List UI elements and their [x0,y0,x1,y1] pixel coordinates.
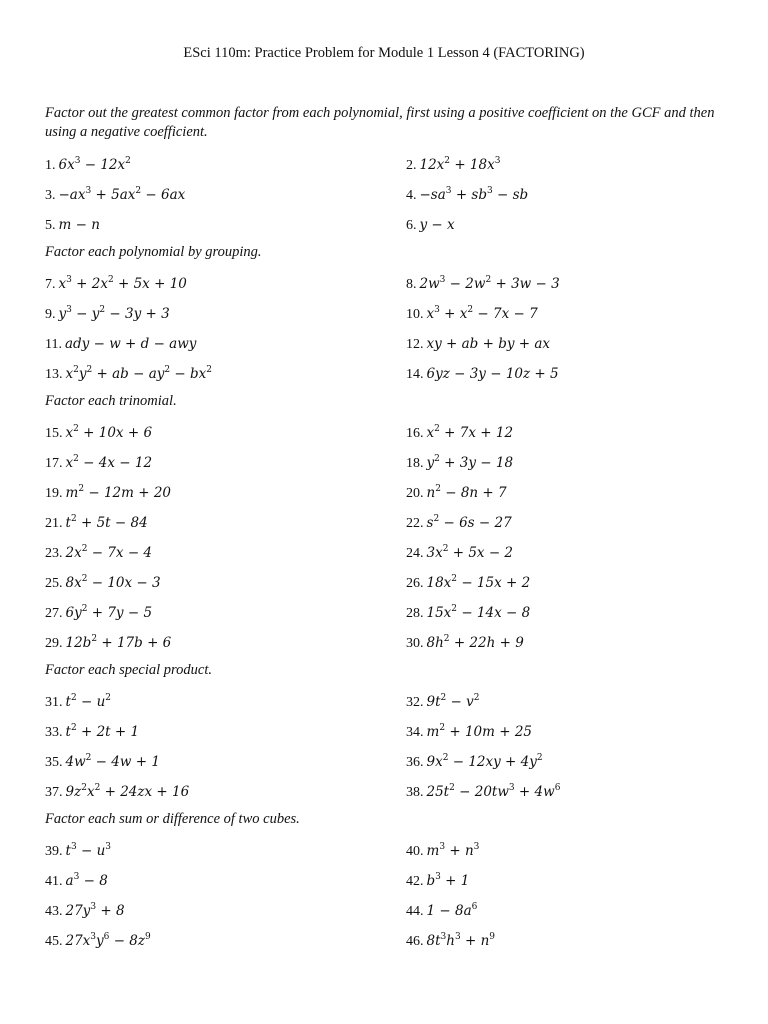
problem-expression: $m^2 - 12m + 20$ [65,483,171,501]
problem-expression: $2w^3 - 2w^2 + 3w - 3$ [419,274,560,292]
problem-number: 19. [45,485,63,501]
problem-number: 44. [406,903,424,919]
problem-number: 34. [406,724,424,740]
problem-item [45,276,406,293]
problem-number: 12. [406,336,424,352]
problem-number: 6. [406,217,417,233]
problem-row [45,628,725,658]
problem-row [45,299,725,329]
problem-number: 37. [45,784,63,800]
problem-item [45,425,406,442]
problem-expression: $3x^2 + 5x - 2$ [426,543,514,561]
problem-number: 4. [406,187,417,203]
problem-item [45,754,406,771]
problem-row [45,568,725,598]
problem-item [406,366,559,383]
problem-number: 17. [45,455,63,471]
page-title: ESci 110m: Practice Problem for Module 1 Lesson 4 (FACTORING) [183,45,585,61]
problem-item [45,217,406,234]
problem-expression: y − x [419,216,455,233]
problem-item [406,425,513,442]
problem-row [45,418,725,448]
problem-row [45,687,725,717]
problem-expression: $12x^2 + 18x^3$ [419,155,501,173]
problem-item [45,784,406,801]
problem-number: 10. [406,306,424,322]
problem-row [45,717,725,747]
section-heading: Factor each trinomial. [45,393,177,409]
problem-expression: $x^3 + x^2 - 7x - 7$ [426,304,538,322]
problem-number: 42. [406,873,424,889]
problem-item [45,455,406,472]
problem-item [406,217,455,234]
problem-item [45,306,406,323]
problem-item [406,575,530,592]
problem-number: 41. [45,873,63,889]
problem-expression: $9z^2x^2 + 24zx + 16$ [65,782,190,800]
problem-expression: $27x^3y^6 - 8z^9$ [65,931,151,949]
problem-row [45,836,725,866]
problem-number: 9. [45,306,56,322]
problem-expression: $25t^2 - 20tw^3 + 4w^6$ [426,782,561,800]
problem-expression: ady − w + d − awy [64,335,197,352]
section-heading: Factor each sum or difference of two cubes. [45,811,300,827]
problem-item [45,903,406,920]
problem-item [45,157,406,174]
problem-number: 43. [45,903,63,919]
problem-number: 5. [45,217,56,233]
problem-row [45,329,725,359]
problem-item [406,903,477,920]
problem-number: 32. [406,694,424,710]
problem-number: 7. [45,276,56,292]
problem-number: 11. [45,336,62,352]
problem-number: 16. [406,425,424,441]
problem-expression: $t^2 + 2t + 1$ [65,722,140,740]
problem-item [406,455,513,472]
problem-number: 24. [406,545,424,561]
problem-number: 39. [45,843,63,859]
problem-item [45,933,406,950]
problem-row [45,896,725,926]
problem-expression: $9t^2 - v^2$ [426,692,480,710]
problem-item [406,694,480,711]
problem-expression: $27y^3 + 8$ [65,901,125,919]
problem-item [45,545,406,562]
problem-item [45,873,406,890]
problem-item [406,843,479,860]
section-heading: Factor each special product. [45,662,212,678]
problem-item [406,157,500,174]
problem-item [406,605,530,622]
problem-number: 3. [45,187,56,203]
problem-number: 18. [406,455,424,471]
problem-row [45,508,725,538]
problem-item [406,485,507,502]
problem-expression: 6yz − 3y − 10z + 5 [426,365,559,382]
problem-expression: $1 - 8a^6$ [426,901,478,919]
problem-item [45,366,406,383]
problem-item [406,276,560,293]
problem-row [45,210,725,240]
problem-number: 27. [45,605,63,621]
problem-number: 33. [45,724,63,740]
problem-item [406,545,513,562]
problem-expression: $x^2 + 7x + 12$ [426,423,514,441]
problem-row [45,598,725,628]
problem-expression: $8x^2 - 10x - 3$ [65,573,161,591]
problem-item [45,187,406,204]
problem-expression: $y^3 - y^2 - 3y + 3$ [58,304,170,322]
problem-expression: m − n [58,216,100,233]
problem-item [45,724,406,741]
problem-item [45,575,406,592]
problem-expression: $m^3 + n^3$ [426,841,480,859]
problem-item [45,694,406,711]
problem-row [45,150,725,180]
problem-item [406,784,560,801]
problem-row [45,448,725,478]
problem-number: 8. [406,276,417,292]
problem-number: 38. [406,784,424,800]
problem-item [406,187,528,204]
problem-row [45,926,725,956]
problem-expression: $x^3 + 2x^2 + 5x + 10$ [58,274,187,292]
problem-number: 35. [45,754,63,770]
problem-expression: $15x^2 - 14x - 8$ [426,603,531,621]
problem-expression: $a^3 - 8$ [65,871,108,889]
problem-item [406,873,469,890]
problem-expression: $m^2 + 10m + 25$ [426,722,532,740]
problem-row [45,777,725,807]
problem-row [45,478,725,508]
problem-expression: $2x^2 - 7x - 4$ [65,543,153,561]
problem-row [45,180,725,210]
problem-item [45,336,406,353]
problem-number: 45. [45,933,63,949]
section-heading: Factor each polynomial by grouping. [45,244,262,260]
problem-sheet [45,104,725,956]
problem-expression: $18x^2 - 15x + 2$ [426,573,531,591]
problem-number: 26. [406,575,424,591]
problem-expression: $x^2y^2$ + ab − $ay^2 - bx^2$ [65,364,213,382]
problem-number: 46. [406,933,424,949]
problem-number: 31. [45,694,63,710]
problem-item [406,515,512,532]
problem-item [45,635,406,652]
problem-item [45,605,406,622]
problem-expression: $9x^2 - 12xy + 4y^2$ [426,752,543,770]
problem-item [406,336,550,353]
problem-expression: $s^2 - 6s - 27$ [426,513,512,531]
problem-expression: $12b^2 + 17b + 6$ [65,633,172,651]
problem-item [45,843,406,860]
problem-number: 14. [406,366,424,382]
problem-expression: $4w^2 - 4w + 1$ [65,752,160,770]
problem-row [45,269,725,299]
problem-number: 13. [45,366,63,382]
problem-expression: $t^2 + 5t - 84$ [65,513,148,531]
problem-number: 22. [406,515,424,531]
problem-number: 28. [406,605,424,621]
problem-number: 40. [406,843,424,859]
problem-number: 15. [45,425,63,441]
problem-number: 25. [45,575,63,591]
problem-expression: $x^2 + 10x + 6$ [65,423,153,441]
problem-expression: $6x^3 - 12x^2$ [58,155,131,173]
problem-number: 23. [45,545,63,561]
problem-expression: $n^2 - 8n + 7$ [426,483,507,501]
problem-expression: $y^2 + 3y - 18$ [426,453,514,471]
problem-item [406,724,532,741]
problem-expression: $8h^2 + 22h + 9$ [426,633,524,651]
problem-number: 1. [45,157,56,173]
problem-item [406,635,524,652]
problem-item [45,485,406,502]
problem-expression: $-sa^3 + sb^3$ − sb [419,185,529,203]
problem-expression: $b^3 + 1$ [426,871,470,889]
problem-item [406,754,543,771]
problem-expression: $x^2 - 4x - 12$ [65,453,153,471]
problem-expression: $-ax^3 + 5ax^2 - 6ax$ [58,185,186,203]
problem-number: 29. [45,635,63,651]
problem-expression: $6y^2 + 7y - 5$ [65,603,153,621]
problem-expression: xy + ab + by + ax [426,335,551,352]
problem-row [45,538,725,568]
problem-item [406,933,495,950]
problem-number: 20. [406,485,424,501]
problem-number: 30. [406,635,424,651]
problem-expression: $t^2 - u^2$ [65,692,111,710]
problem-item [45,515,406,532]
problem-item [406,306,538,323]
problem-row [45,866,725,896]
problem-expression: $t^3 - u^3$ [65,841,111,859]
problem-row [45,747,725,777]
problem-number: 21. [45,515,63,531]
problem-number: 36. [406,754,424,770]
problem-row [45,359,725,389]
section-heading: Factor out the greatest common factor from each polynomial, first using a positive coefficient on the GCF and then using a negative coefficient. [45,105,715,140]
problem-number: 2. [406,157,417,173]
problem-expression: $8t^3h^3 + n^9$ [426,931,496,949]
